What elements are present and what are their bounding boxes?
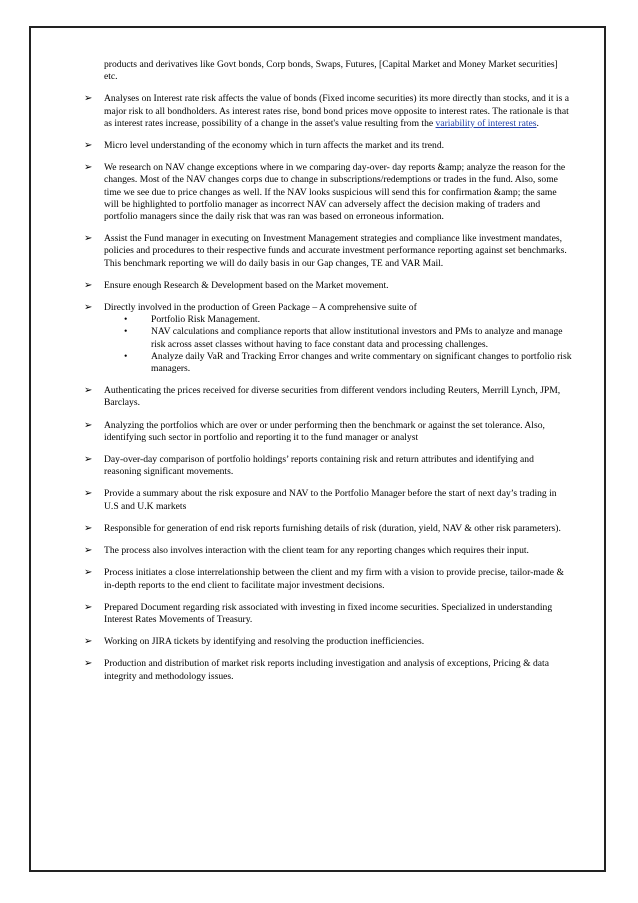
item-text: Analyses on Interest rate risk affects the value of bonds (Fixed income securities) its more directly than stocks, and it is a major risk to all bondholders. As interest rates rise, bond bond prices move opposite to interest rates. The rationale is that as interest rates increase, possibility of a change in the asset's value resulting from the <box>104 93 569 129</box>
list-item <box>84 454 572 478</box>
list-item <box>84 545 572 557</box>
list-item <box>84 636 572 648</box>
arrow-right-icon: ➢ <box>84 385 93 397</box>
arrow-right-icon: ➢ <box>84 601 93 613</box>
list-item-text <box>104 420 572 444</box>
responsibility-list <box>84 93 572 682</box>
list-item-text <box>104 567 572 591</box>
arrow-right-icon: ➢ <box>84 162 93 174</box>
list-item <box>84 420 572 444</box>
arrow-right-icon: ➢ <box>84 658 93 670</box>
list-item-text <box>104 488 572 512</box>
list-item-text <box>104 454 572 478</box>
list-item-text <box>104 658 572 682</box>
sub-list <box>104 314 572 375</box>
arrow-right-icon: ➢ <box>84 279 93 291</box>
list-item <box>84 302 572 375</box>
list-item <box>84 162 572 223</box>
sub-list-item <box>124 314 572 326</box>
item-text: Directly involved in the production of Green Package – A comprehensive suite of <box>104 302 417 314</box>
hyperlink[interactable]: variability of interest rates <box>435 117 537 129</box>
list-item-text <box>104 545 572 557</box>
list-item <box>84 233 572 270</box>
item-text: Micro level understanding of the economy which in turn affects the market and its trend. <box>104 140 445 152</box>
bullet-dot-icon: • <box>124 314 128 326</box>
list-item-text <box>104 280 572 292</box>
item-text: Provide a summary about the risk exposure and NAV to the Portfolio Manager before the start of next day’s trading in U.S and U.K markets <box>104 488 557 512</box>
arrow-right-icon: ➢ <box>84 419 93 431</box>
item-text: Production and distribution of market risk reports including investigation and analysis of exceptions, Pricing & data integrity and methodology issues. <box>104 658 549 682</box>
item-text-tail: . <box>536 117 539 129</box>
item-text: Prepared Document regarding risk associated with investing in fixed income securities. Specialized in understanding Interest Rates Movements of Treasury. <box>104 601 553 625</box>
list-item-text <box>104 523 572 535</box>
item-text: Analyzing the portfolios which are over or under performing then the benchmark or against the set tolerance. Also, identifying such sector in portfolio and reporting it to the fund manager or analyst <box>104 419 545 443</box>
sub-item-text: NAV calculations and compliance reports that allow institutional investors and PMs to analyze and manage risk across asset classes without having to face constant data and processing challenges. <box>151 326 563 350</box>
list-item-text <box>104 302 572 314</box>
item-text: Responsible for generation of end risk reports furnishing details of risk (duration, yield, NAV & other risk parameters). <box>104 522 561 534</box>
list-item-text <box>104 385 572 409</box>
list-item-text <box>104 636 572 648</box>
document-body <box>84 59 572 693</box>
list-item <box>84 567 572 591</box>
item-text: Process initiates a close interrelationship between the client and my firm with a vision to provide precise, tailor-made & in-depth reports to the end client to facilitate major investment decisions. <box>104 567 564 591</box>
arrow-right-icon: ➢ <box>84 93 93 105</box>
list-item-text <box>104 602 572 626</box>
list-item <box>84 280 572 292</box>
item-text: Assist the Fund manager in executing on Investment Management strategies and compliance like investment mandates, policies and procedures to their respective funds and accurate investment performance reporting against set benchmarks. This benchmark reporting we will do daily basis in our Gap changes, TE and VAR Mail. <box>104 233 567 269</box>
list-item <box>84 140 572 152</box>
arrow-right-icon: ➢ <box>84 454 93 466</box>
sub-item-text: Analyze daily VaR and Tracking Error changes and write commentary on significant changes to portfolio risk managers. <box>151 350 572 375</box>
sub-item-text: Portfolio Risk Management. <box>151 314 260 326</box>
arrow-right-icon: ➢ <box>84 545 93 557</box>
arrow-right-icon: ➢ <box>84 522 93 534</box>
list-item <box>84 488 572 512</box>
item-text: The process also involves interaction with the client team for any reporting changes which requires their input. <box>104 545 529 557</box>
list-item-text <box>104 162 572 223</box>
list-item <box>84 602 572 626</box>
list-item-text <box>104 233 572 270</box>
item-text: We research on NAV change exceptions where in we comparing day-over- day reports &amp; analyze the reason for the changes. Most of the NAV changes corps due to change in subscriptions/redemptions or trades in the fund. Also, some time we see due to price changes as well. If the NAV looks suspicious will send this for confirmation &amp; the same will be highlighted to portfolio manager as incorrect NAV can adversely affect the decision making of traders and portfolio managers since the daily risk that was ran was based on erroneous information. <box>104 162 566 223</box>
list-item-text <box>104 93 572 130</box>
item-text: Ensure enough Research & Development based on the Market movement. <box>104 279 389 291</box>
list-item-text <box>104 140 572 152</box>
continued-paragraph: products and derivatives like Govt bonds, Corp bonds, Swaps, Futures, [Capital Market and Money Market securities] etc. <box>104 59 558 83</box>
bullet-dot-icon: • <box>124 326 128 338</box>
arrow-right-icon: ➢ <box>84 140 93 152</box>
arrow-right-icon: ➢ <box>84 233 93 245</box>
item-text: Working on JIRA tickets by identifying and resolving the production inefficiencies. <box>104 636 425 648</box>
item-text: Authenticating the prices received for diverse securities from different vendors including Reuters, Merrill Lynch, JPM, Barclays. <box>104 385 561 409</box>
sub-list-item <box>124 326 572 350</box>
item-text: Day-over-day comparison of portfolio holdings’ reports containing risk and return attributes and identifying and reasoning significant movements. <box>104 454 534 478</box>
arrow-right-icon: ➢ <box>84 302 93 314</box>
bullet-dot-icon: • <box>124 350 128 362</box>
sub-list-item <box>124 351 572 375</box>
arrow-right-icon: ➢ <box>84 636 93 648</box>
arrow-right-icon: ➢ <box>84 567 93 579</box>
list-item <box>84 385 572 409</box>
list-item <box>84 93 572 130</box>
list-item <box>84 658 572 682</box>
list-item <box>84 523 572 535</box>
arrow-right-icon: ➢ <box>84 488 93 500</box>
